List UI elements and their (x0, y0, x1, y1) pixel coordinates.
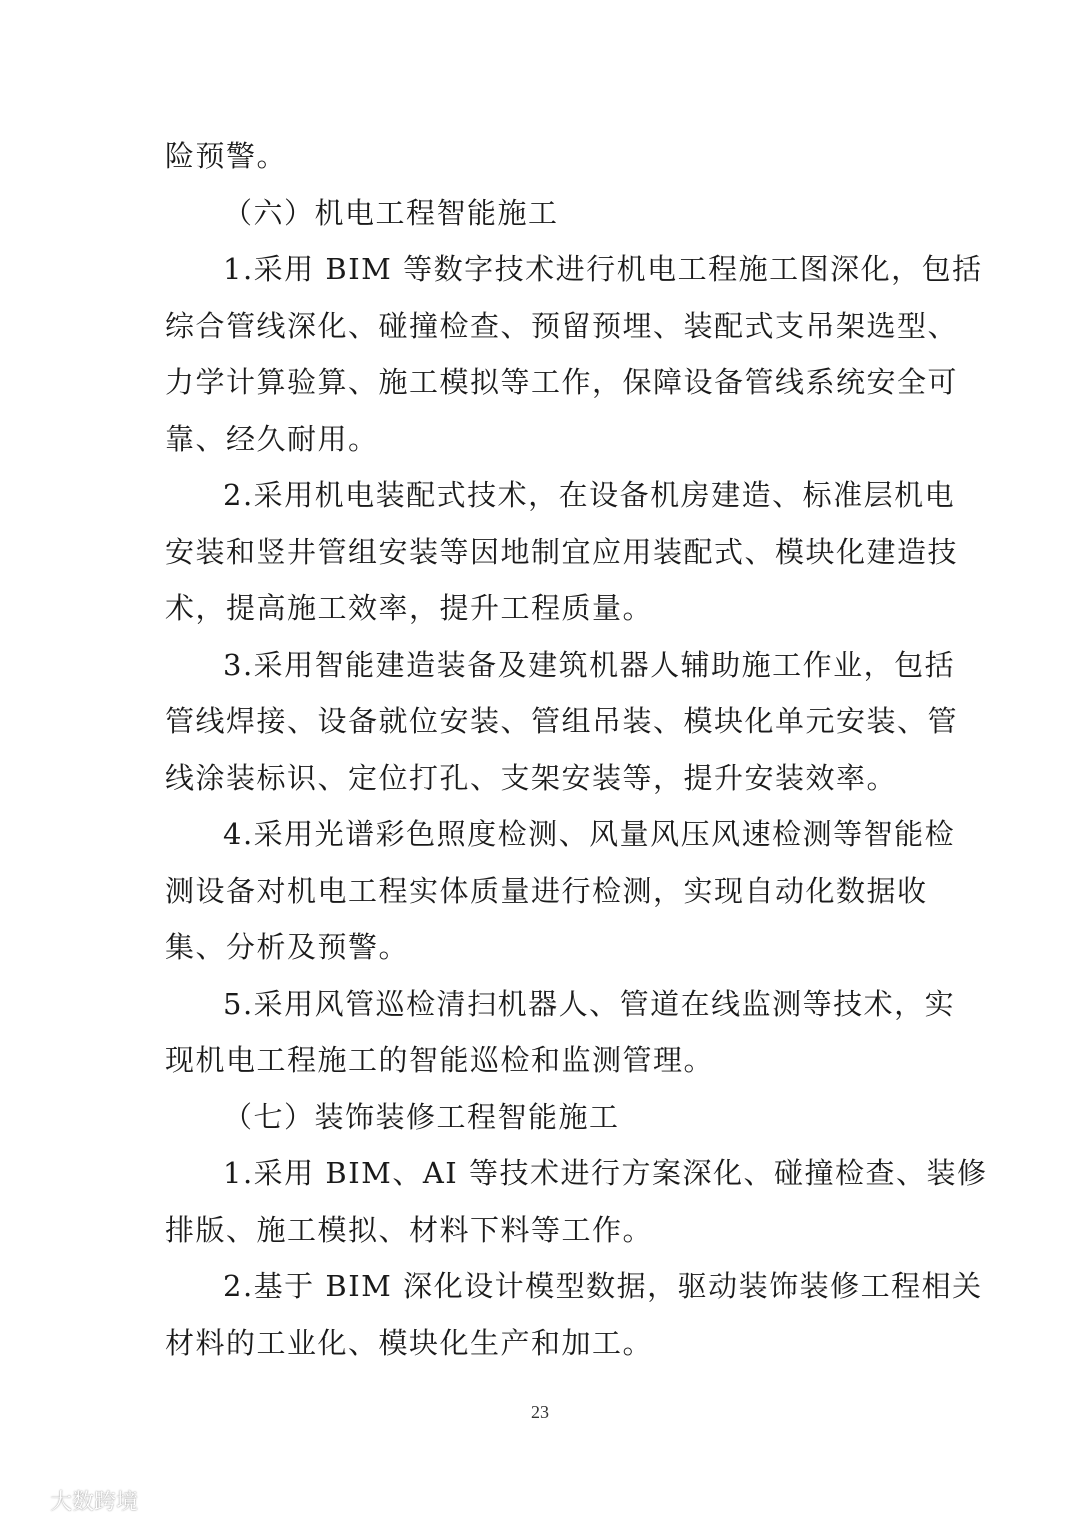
text-line: 管线焊接、设备就位安装、管组吊装、模块化单元安装、管 (165, 704, 959, 738)
text-line: 综合管线深化、碰撞检查、预留预埋、装配式支吊架选型、 (165, 308, 959, 343)
text-line: 术，提高施工效率，提升工程质量。 (165, 591, 654, 625)
text-line: 3.采用智能建造装备及建筑机器人辅助施工作业，包括 (223, 647, 956, 682)
text-line: （六）机电工程智能施工 (223, 195, 559, 230)
document-body (165, 128, 988, 1371)
text-line: 险预警。 (165, 139, 288, 173)
text-line: 现机电工程施工的智能巡检和监测管理。 (165, 1043, 715, 1077)
text-line: 材料的工业化、模块化生产和加工。 (165, 1325, 654, 1360)
text-line: （七）装饰装修工程智能施工 (223, 1099, 620, 1134)
text-line: 线涂装标识、定位打孔、支架安装等，提升安装效率。 (165, 760, 898, 795)
text-line: 2.采用机电装配式技术，在设备机房建造、标准层机电 (223, 478, 956, 512)
text-line: 2.基于 BIM 深化设计模型数据，驱动装饰装修工程相关 (223, 1269, 983, 1303)
text-line: 1.采用 BIM、AI 等技术进行方案深化、碰撞检查、装修 (223, 1156, 988, 1190)
text-line: 靠、经久耐用。 (165, 421, 379, 456)
weibo-logo-icon (12, 1486, 46, 1514)
watermark-text: 大数跨境 (50, 1489, 139, 1515)
page-number: 23 (531, 1402, 549, 1422)
watermark (12, 1482, 138, 1518)
text-line: 排版、施工模拟、材料下料等工作。 (165, 1212, 654, 1247)
text-line: 4.采用光谱彩色照度检测、风量风压风速检测等智能检 (223, 817, 956, 851)
text-line: 测设备对机电工程实体质量进行检测，实现自动化数据收 (165, 873, 928, 908)
text-line: 安装和竖井管组安装等因地制宜应用装配式、模块化建造技 (165, 534, 959, 569)
text-line: 集、分析及预警。 (165, 930, 410, 964)
text-line: 5.采用风管巡检清扫机器人、管道在线监测等技术，实 (223, 986, 956, 1021)
text-line: 力学计算验算、施工模拟等工作，保障设备管线系统安全可 (165, 365, 959, 399)
text-line: 1.采用 BIM 等数字技术进行机电工程施工图深化，包括 (223, 252, 983, 286)
